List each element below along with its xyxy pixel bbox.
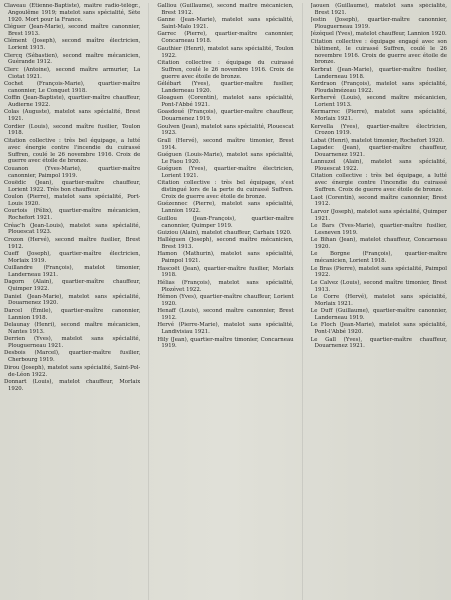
list-item: Guillou (Jean-François), quartier-maître canonnier, Quimper 1919. <box>157 215 294 229</box>
list-item: Le Calvez (Louis), second maître timonier, Brest 1913. <box>310 279 447 293</box>
list-item: Clerc (Antoine), second maître armurier, La Ciotat 1921. <box>4 66 141 80</box>
list-item: Gloaguen (Corentin), matelot sans spécialité, Pont-l'Abbé 1921. <box>157 95 294 109</box>
list-item: Citation collective : très bel équipage, s'est distingué lors de la perte du cuirassé Suffren. Croix de guerre avec étoile de bronze. <box>157 180 294 201</box>
column-divider <box>302 3 303 600</box>
list-item: Le Floch (Jean-Marie), matelot sans spécialité, Pont-l'Abbé 1920. <box>310 322 447 336</box>
list-item: Hélias (François), matelot sans spécialité, Plozévet 1922. <box>157 279 294 293</box>
list-item: Hily (Jean), quartier-maître timonier, Concarneau 1919. <box>157 336 294 350</box>
list-item: Garrec (Pierre), quartier-maître canonnier, Concarneau 1918. <box>157 31 294 45</box>
list-item: Gélébart (Yves), quartier-maître fusilier, Landerneau 1920. <box>157 80 294 94</box>
list-item: Dirou (Joseph), matelot sans spécialité, Saint-Pol-de-Léon 1922. <box>4 364 141 378</box>
list-item: Hémon (Yves), quartier-maître chauffeur, Lorient 1920. <box>157 293 294 307</box>
column-right <box>311 3 447 600</box>
column-divider <box>148 3 149 600</box>
list-item: Kerdraon (François), matelot sans spécialité, Ploudalmézeau 1922. <box>310 80 447 94</box>
list-item: Henaff (Louis), second maître canonnier, Brest 1912. <box>157 308 294 322</box>
list-item: Goulven (Jean), matelot sans spécialité, Plouescat 1923. <box>157 123 294 137</box>
list-item: Clément (Joseph), second maître électricien, Lorient 1915. <box>4 38 141 52</box>
list-item: Le Duff (Guillaume), quartier-maître canonnier, Landerneau 1919. <box>310 308 447 322</box>
list-item: Couanon (Yves-Marie), quartier-maître canonnier, Paimpol 1919. <box>4 165 141 179</box>
list-item: Colas (Auguste), matelot sans spécialité, Brest 1921. <box>4 109 141 123</box>
list-item: Le Corre (Hervé), matelot sans spécialité, Morlaix 1921. <box>310 293 447 307</box>
list-item: Guéguen (Yves), quartier-maître électricien, Lorient 1921. <box>157 166 294 180</box>
list-item: Clercq (Sébastien), second maître mécanicien, Guérande 1912. <box>4 52 141 66</box>
list-item: Créac'h (Jean-Louis), matelot sans spécialité, Plouescat 1923. <box>4 222 141 236</box>
list-item: Jaouen (Guillaume), matelot sans spécialité, Brest 1921. <box>310 3 447 16</box>
list-item: Larvor (Joseph), matelot sans spécialité, Quimper 1921. <box>310 208 447 222</box>
list-item: Crozon (Hervé), second maître fusilier, Brest 1912. <box>4 236 141 250</box>
list-item: Courtois (Félix), quartier-maître mécanicien, Rochefort 1921. <box>4 208 141 222</box>
list-item: Le Bars (Yves-Marie), quartier-maître fusilier, Lesneven 1919. <box>310 222 447 236</box>
list-item: Cochet (François-Marie), quartier-maître canonnier, Le Conquet 1918. <box>4 80 141 94</box>
list-item: Laot (Corentin), second maître canonnier, Brest 1912. <box>310 194 447 208</box>
list-item: Ganne (Jean-Marie), matelot sans spécialité, Saint-Malo 1921. <box>157 17 294 31</box>
list-item: Labat (Henri), matelot timonier, Rochefort 1920. <box>310 137 444 144</box>
list-item: Citation collective : très bel équipage, a lutté avec énergie contre l'incendie du cuirassé Suffren. Croix de guerre avec étoile de bronze. <box>310 173 447 194</box>
list-item: Cueff (Joseph), quartier-maître électricien, Morlaix 1919. <box>4 250 141 264</box>
list-item: Le Gall (Yves), quartier-maître chauffeur, Douarnenez 1921. <box>310 336 447 350</box>
list-item: Cléguer (Jean-Marie), second maître canonnier, Brest 1913. <box>4 24 141 38</box>
list-item: Cuillandre (François), matelot timonier, Landerneau 1921. <box>4 265 141 279</box>
column-middle <box>157 3 293 600</box>
list-item: Claveau (Étienne-Baptiste), maître radio-télégr., Angoulême 1919; matelot sans spécialité, Sète 1920. Mort pour la France. <box>4 3 141 23</box>
list-item: Citation collective : équipage engagé avec son bâtiment, le cuirassé Suffren, coulé le 26 novembre 1916. Croix de guerre avec étoile de bronze. <box>310 38 447 66</box>
list-item: Hervé (Pierre-Marie), matelot sans spécialité, Landivisiau 1921. <box>157 322 294 336</box>
list-item: Halléguen (Joseph), second maître mécanicien, Brest 1913. <box>157 237 294 251</box>
list-item: Grall (Hervé), second maître timonier, Brest 1914. <box>157 137 294 151</box>
list-item: Daniel (Jean-Marie), matelot sans spécialité, Douarnenez 1920. <box>4 293 141 307</box>
list-item: Le Borgne (François), quartier-maître mécanicien, Lorient 1918. <box>310 251 447 265</box>
list-item: Kerbrat (Jean-Marie), quartier-maître fusilier, Landerneau 1918. <box>310 66 447 80</box>
list-item: Kermarrec (Pierre), matelot sans spécialité, Morlaix 1921. <box>310 109 447 123</box>
list-item: Gauthier (Henri), matelot sans spécialité, Toulon 1922. <box>157 45 294 59</box>
list-item: Guéguen (Louis-Marie), matelot sans spécialité, Le Faou 1920. <box>157 151 294 165</box>
list-item: Guézennec (Pierre), matelot sans spécialité, Lannion 1922. <box>157 201 294 215</box>
list-item: Kervella (Yves), quartier-maître électricien, Crozon 1919. <box>310 123 447 137</box>
list-item: Guiziou (Alain), matelot chauffeur, Carhaix 1920. <box>157 229 292 236</box>
list-item: Coulon (Pierre), matelot sans spécialité, Port-Louis 1920. <box>4 194 141 208</box>
list-item: Coffin (Jean-Baptiste), quartier-maître chauffeur, Audierne 1922. <box>4 95 141 109</box>
list-item: Jézéquel (Yves), matelot chauffeur, Lannion 1920. <box>310 31 447 38</box>
list-item: Hascoët (Jean), quartier-maître fusilier, Morlaix 1918. <box>157 265 294 279</box>
list-item: Cordier (Louis), second maître fusilier, Toulon 1918. <box>4 123 141 137</box>
list-item: Donnart (Louis), matelot chauffeur, Morlaix 1920. <box>4 378 141 392</box>
list-item: Derrien (Yves), matelot sans spécialité, Plouguerneau 1921. <box>4 336 141 350</box>
list-item: Lannuzel (Alain), matelot sans spécialité, Plouescat 1922. <box>310 159 447 173</box>
list-item: Citation collective : équipage du cuirassé Suffren, coulé le 26 novembre 1916. Croix de guerre avec étoile de bronze. <box>157 59 294 80</box>
list-item: Lagadec (Jean), quartier-maître chauffeur, Douarnenez 1921. <box>310 145 447 158</box>
list-item: Citation collective : très bel équipage, a lutté avec énergie contre l'incendie du cuirassé Suffren, coulé le 26 novembre 1916. Croix de guerre avec étoile de bronze. <box>4 137 141 165</box>
list-item: Hamon (Mathurin), matelot sans spécialité, Paimpol 1921. <box>157 251 294 265</box>
list-item: Dagorn (Alain), quartier-maître chauffeur, Quimper 1922. <box>4 279 141 293</box>
list-item: Delaunay (Henri), second maître mécanicien, Nantes 1913. <box>4 321 141 335</box>
list-item: Le Bras (Pierre), matelot sans spécialité, Paimpol 1922. <box>310 265 447 279</box>
list-item: Kerhervé (Louis), second maître mécanicien, Lorient 1913. <box>310 95 447 109</box>
list-item: Jestin (Joseph), quartier-maître canonnier, Plouguerneau 1919. <box>310 17 447 31</box>
list-item: Goasdoué (François), quartier-maître chauffeur, Douarnenez 1919. <box>157 109 294 123</box>
list-item: Desbois (Marcel), quartier-maître fusilier, Cherbourg 1919. <box>4 350 141 364</box>
list-item: Darcel (Émile), quartier-maître canonnier, Lannion 1918. <box>4 307 141 321</box>
list-item: Galliou (Guillaume), second maître mécanicien, Brest 1912. <box>157 3 294 16</box>
list-item: Le Bihan (Jean), matelot chauffeur, Concarneau 1920. <box>310 237 447 251</box>
column-left <box>4 3 140 600</box>
list-item: Couëdic (Jean), quartier-maître chauffeur, Lorient 1922. Très bon chauffeur. <box>4 179 141 193</box>
